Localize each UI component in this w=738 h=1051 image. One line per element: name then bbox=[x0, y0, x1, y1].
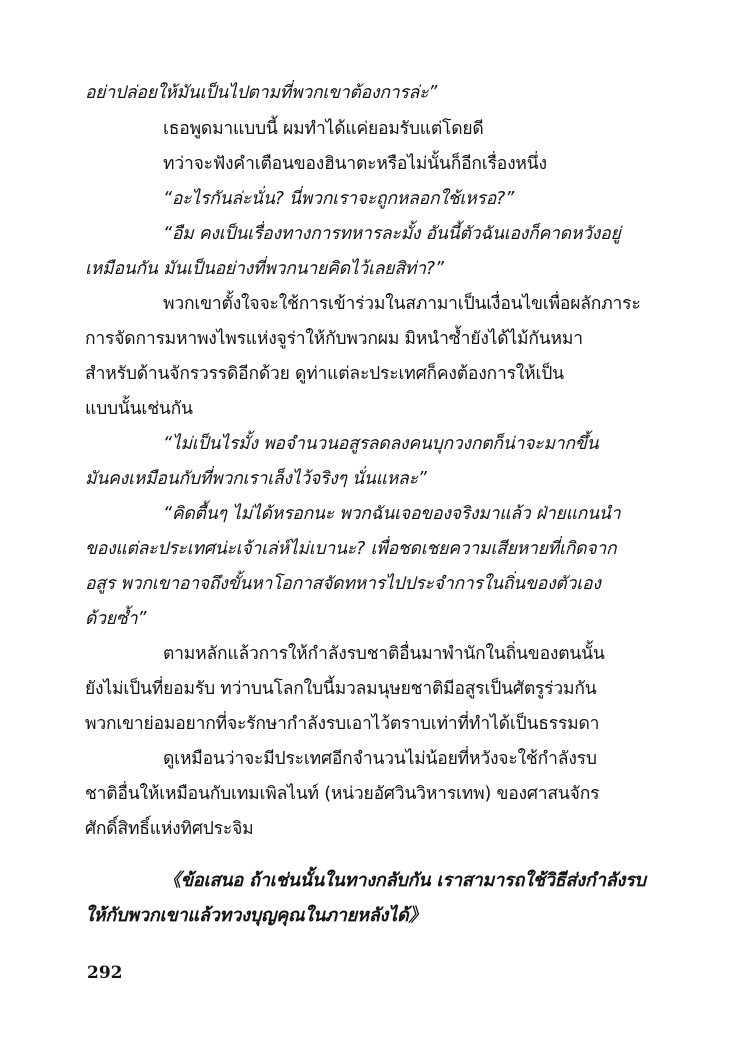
text-line: เธอพูดมาแบบนี้ ผมทำได้แค่ยอมรับแต่โดยดี bbox=[163, 119, 484, 139]
text-line: แบบนั้นเช่นกัน bbox=[85, 399, 193, 419]
text-line: สำหรับด้านจักรวรรดิอีกด้วย ดูท่าแต่ละประเทศก็คงต้องการให้เป็น bbox=[85, 364, 564, 384]
text-line: ตามหลักแล้วการให้กำลังรบชาติอื่นมาพำนักในถิ่นของตนนั้น bbox=[163, 644, 605, 664]
text-line: มันคงเหมือนกับที่พวกเราเล็งไว้จริงๆ นั่นแหละ” bbox=[85, 469, 427, 489]
page-number: 292 bbox=[87, 963, 123, 983]
text-line: ชาติอื่นให้เหมือนกับเทมเพิลไนท์ (หน่วยอัศวินวิหารเทพ) ของศาสนจักร bbox=[85, 784, 600, 804]
text-line: 《ข้อเสนอ ถ้าเช่นนั้นในทางกลับกัน เราสามารถใช้วิธีส่งกำลังรบ bbox=[163, 870, 646, 891]
text-line: อสูร พวกเขาอาจถึงขั้นหาโอกาสจัดทหารไปประจำการในถิ่นของตัวเอง bbox=[85, 574, 601, 594]
text-line: ด้วยซ้ำ” bbox=[85, 609, 147, 629]
text-line: เหมือนกัน มันเป็นอย่างที่พวกนายคิดไว้เลยสิท่า?” bbox=[85, 259, 444, 279]
text-line: อย่าปล่อยให้มันเป็นไปตามที่พวกเขาต้องการล่ะ” bbox=[85, 83, 438, 103]
text-line: “อะไรกันล่ะนั่น? นี่พวกเราจะถูกหลอกใช้เหรอ?” bbox=[163, 189, 514, 209]
text-line: “ไม่เป็นไรมั้ง พอจำนวนอสูรลดลงคนบุกวงกตก็น่าจะมากขึ้น bbox=[163, 434, 599, 454]
text-line: ยังไม่เป็นที่ยอมรับ ทว่าบนโลกใบนี้มวลมนุษยชาติมีอสูรเป็นศัตรูร่วมกัน bbox=[85, 679, 597, 699]
text-line: “อืม คงเป็นเรื่องทางการทหารละมั้ง อันนี้ตัวฉันเองก็คาดหวังอยู่ bbox=[163, 224, 621, 244]
text-line: ให้กับพวกเขาแล้วทวงบุญคุณในภายหลังได้》 bbox=[85, 905, 427, 926]
text-line: ศักดิ์สิทธิ์แห่งทิศประจิม bbox=[85, 819, 254, 839]
text-line: ของแต่ละประเทศน่ะเจ้าเล่ห์ไม่เบานะ? เพื่อชดเชยความเสียหายที่เกิดจาก bbox=[85, 539, 617, 559]
text-line: ดูเหมือนว่าจะมีประเทศอีกจำนวนไม่น้อยที่หวังจะใช้กำลังรบ bbox=[163, 749, 597, 769]
text-line: พวกเขาย่อมอยากที่จะรักษากำลังรบเอาไว้ตราบเท่าที่ทำได้เป็นธรรมดา bbox=[85, 714, 600, 734]
text-line: พวกเขาตั้งใจจะใช้การเข้าร่วมในสภามาเป็นเงื่อนไขเพื่อผลักภาระ bbox=[163, 294, 641, 314]
text-line: ทว่าจะฟังคำเตือนของฮินาตะหรือไม่นั้นก็อีกเรื่องหนึ่ง bbox=[163, 154, 547, 174]
text-line: “คิดตื้นๆ ไม่ได้หรอกนะ พวกฉันเจอของจริงมาแล้ว ฝ่ายแกนนำ bbox=[163, 504, 621, 524]
text-line: การจัดการมหาพงไพรแห่งจูร่าให้กับพวกผม มิหนำซ้ำยังได้ไม้กันหมา bbox=[85, 329, 583, 349]
